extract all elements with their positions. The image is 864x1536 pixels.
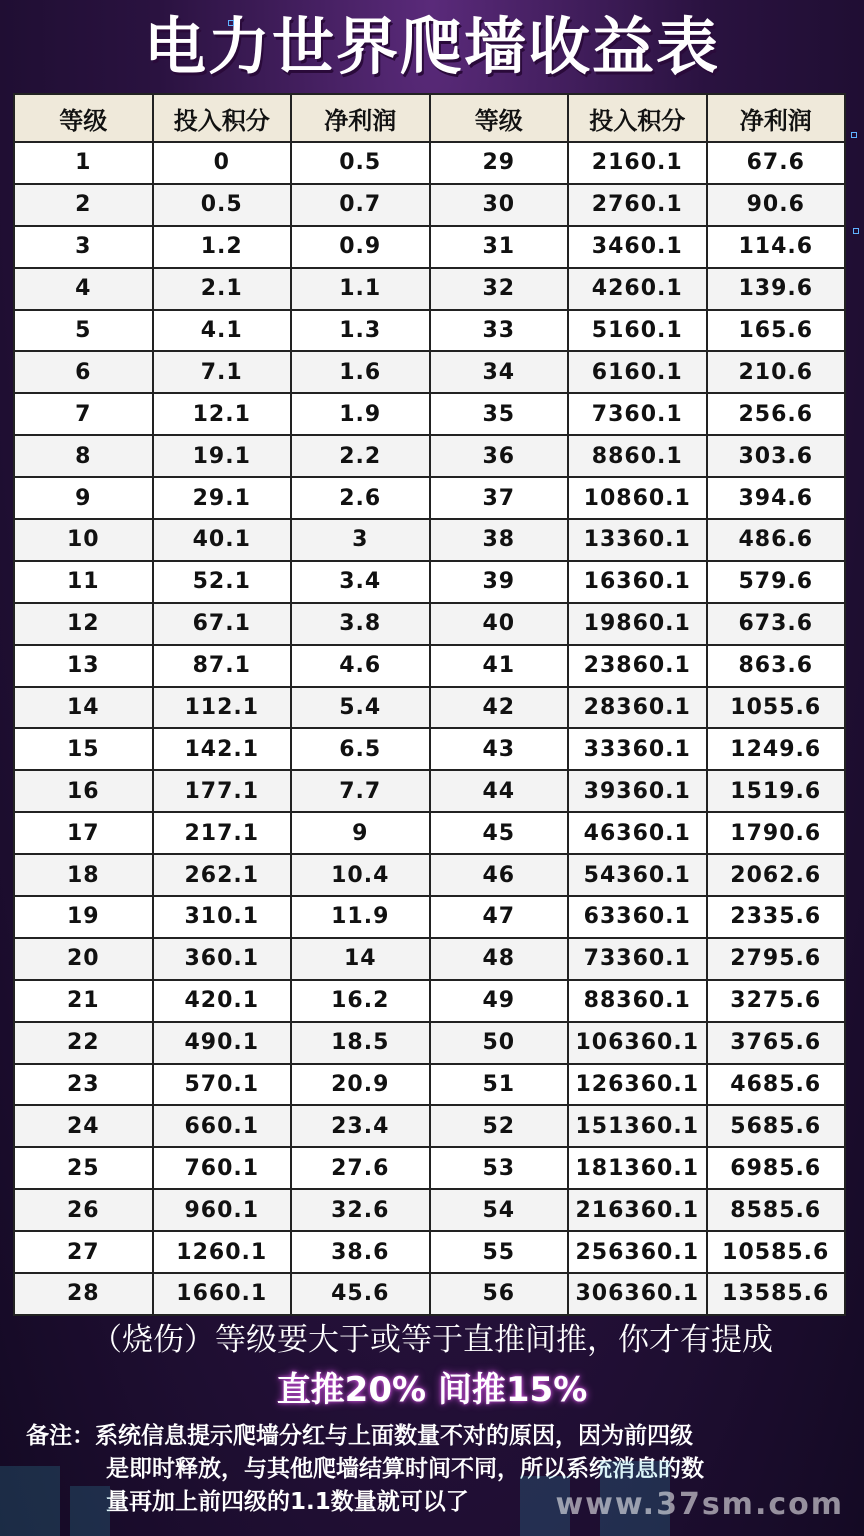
cell-net-profit: 303.6 [707, 435, 846, 477]
cell-input-points: 2160.1 [568, 142, 707, 184]
cell-input-points: 23860.1 [568, 645, 707, 687]
cell-input-points: 5160.1 [568, 310, 707, 352]
cell-net-profit: 9 [291, 812, 430, 854]
cell-level: 23 [14, 1064, 153, 1106]
table-row [14, 1105, 845, 1147]
table-row [14, 1147, 845, 1189]
cell-input-points: 106360.1 [568, 1022, 707, 1064]
cell-net-profit: 1.1 [291, 268, 430, 310]
income-table [13, 93, 846, 1316]
cell-net-profit: 5685.6 [707, 1105, 846, 1147]
decor-square [853, 228, 859, 234]
cell-input-points: 29.1 [153, 477, 292, 519]
cell-level: 10 [14, 519, 153, 561]
cell-level: 25 [14, 1147, 153, 1189]
table-header-row [14, 94, 845, 142]
cell-level: 22 [14, 1022, 153, 1064]
table-row [14, 938, 845, 980]
cell-net-profit: 165.6 [707, 310, 846, 352]
cell-level: 49 [430, 980, 569, 1022]
cell-net-profit: 486.6 [707, 519, 846, 561]
cell-level: 46 [430, 854, 569, 896]
cell-net-profit: 14 [291, 938, 430, 980]
cell-level: 41 [430, 645, 569, 687]
cell-net-profit: 0.5 [291, 142, 430, 184]
cell-level: 15 [14, 728, 153, 770]
table-row [14, 268, 845, 310]
table-row [14, 393, 845, 435]
cell-input-points: 19860.1 [568, 603, 707, 645]
decor-square [228, 20, 234, 26]
cell-net-profit: 1055.6 [707, 687, 846, 729]
cell-input-points: 1260.1 [153, 1231, 292, 1273]
commission-rule-text: （烧伤）等级要大于或等于直推间推，你才有提成 [91, 1322, 773, 1358]
cell-level: 30 [430, 184, 569, 226]
cell-input-points: 0 [153, 142, 292, 184]
cell-net-profit: 90.6 [707, 184, 846, 226]
cell-net-profit: 1790.6 [707, 812, 846, 854]
cell-input-points: 177.1 [153, 770, 292, 812]
cell-net-profit: 10585.6 [707, 1231, 846, 1273]
cell-input-points: 7360.1 [568, 393, 707, 435]
table-row [14, 226, 845, 268]
table-row [14, 310, 845, 352]
cell-input-points: 46360.1 [568, 812, 707, 854]
cell-input-points: 306360.1 [568, 1273, 707, 1315]
cell-net-profit: 3275.6 [707, 980, 846, 1022]
table-row [14, 603, 845, 645]
header-net-profit: 净利润 [291, 94, 430, 142]
table-row [14, 1231, 845, 1273]
cell-net-profit: 2795.6 [707, 938, 846, 980]
cell-level: 16 [14, 770, 153, 812]
cell-level: 32 [430, 268, 569, 310]
table-row [14, 142, 845, 184]
table-row [14, 854, 845, 896]
cell-input-points: 39360.1 [568, 770, 707, 812]
cell-net-profit: 4.6 [291, 645, 430, 687]
cell-net-profit: 863.6 [707, 645, 846, 687]
cell-level: 36 [430, 435, 569, 477]
table-row [14, 728, 845, 770]
cell-input-points: 142.1 [153, 728, 292, 770]
table-row [14, 687, 845, 729]
cell-level: 35 [430, 393, 569, 435]
cell-net-profit: 673.6 [707, 603, 846, 645]
cell-net-profit: 1.6 [291, 351, 430, 393]
cell-input-points: 54360.1 [568, 854, 707, 896]
cell-level: 38 [430, 519, 569, 561]
cell-level: 40 [430, 603, 569, 645]
cell-level: 24 [14, 1105, 153, 1147]
table-row [14, 519, 845, 561]
cell-input-points: 126360.1 [568, 1064, 707, 1106]
cell-level: 48 [430, 938, 569, 980]
cell-input-points: 1.2 [153, 226, 292, 268]
cell-net-profit: 210.6 [707, 351, 846, 393]
cell-net-profit: 3.4 [291, 561, 430, 603]
cell-input-points: 73360.1 [568, 938, 707, 980]
cell-net-profit: 38.6 [291, 1231, 430, 1273]
cell-level: 47 [430, 896, 569, 938]
cell-level: 2 [14, 184, 153, 226]
table-row [14, 770, 845, 812]
cell-net-profit: 2.6 [291, 477, 430, 519]
cell-level: 1 [14, 142, 153, 184]
watermark: www.37sm.com [555, 1487, 844, 1522]
cell-level: 14 [14, 687, 153, 729]
cell-input-points: 28360.1 [568, 687, 707, 729]
cell-net-profit: 3 [291, 519, 430, 561]
cell-level: 13 [14, 645, 153, 687]
cell-input-points: 216360.1 [568, 1189, 707, 1231]
cell-input-points: 8860.1 [568, 435, 707, 477]
table-row [14, 1022, 845, 1064]
cell-level: 37 [430, 477, 569, 519]
cell-input-points: 19.1 [153, 435, 292, 477]
cell-input-points: 40.1 [153, 519, 292, 561]
cell-net-profit: 11.9 [291, 896, 430, 938]
header-input-points: 投入积分 [568, 94, 707, 142]
cell-level: 33 [430, 310, 569, 352]
cell-input-points: 262.1 [153, 854, 292, 896]
cell-net-profit: 4685.6 [707, 1064, 846, 1106]
cell-net-profit: 8585.6 [707, 1189, 846, 1231]
table-row [14, 561, 845, 603]
cell-net-profit: 2.2 [291, 435, 430, 477]
cell-input-points: 67.1 [153, 603, 292, 645]
cell-input-points: 660.1 [153, 1105, 292, 1147]
cell-net-profit: 5.4 [291, 687, 430, 729]
cell-net-profit: 2335.6 [707, 896, 846, 938]
cell-level: 12 [14, 603, 153, 645]
cell-level: 20 [14, 938, 153, 980]
cell-input-points: 151360.1 [568, 1105, 707, 1147]
cell-input-points: 217.1 [153, 812, 292, 854]
cell-net-profit: 0.9 [291, 226, 430, 268]
cell-input-points: 360.1 [153, 938, 292, 980]
cell-level: 8 [14, 435, 153, 477]
decor-square [851, 132, 857, 138]
table-row [14, 1064, 845, 1106]
cell-net-profit: 3.8 [291, 603, 430, 645]
cell-net-profit: 1.9 [291, 393, 430, 435]
cell-input-points: 33360.1 [568, 728, 707, 770]
table-row [14, 645, 845, 687]
cell-net-profit: 2062.6 [707, 854, 846, 896]
cell-net-profit: 139.6 [707, 268, 846, 310]
cell-input-points: 52.1 [153, 561, 292, 603]
cell-net-profit: 6985.6 [707, 1147, 846, 1189]
cell-input-points: 960.1 [153, 1189, 292, 1231]
cell-input-points: 3460.1 [568, 226, 707, 268]
cell-net-profit: 16.2 [291, 980, 430, 1022]
cell-level: 21 [14, 980, 153, 1022]
cell-input-points: 570.1 [153, 1064, 292, 1106]
cell-input-points: 256360.1 [568, 1231, 707, 1273]
cell-net-profit: 394.6 [707, 477, 846, 519]
header-input-points: 投入积分 [153, 94, 292, 142]
header-level: 等级 [14, 94, 153, 142]
cell-net-profit: 256.6 [707, 393, 846, 435]
table-row [14, 184, 845, 226]
cell-net-profit: 67.6 [707, 142, 846, 184]
cell-input-points: 13360.1 [568, 519, 707, 561]
page-title: 电力世界爬墙收益表 [143, 10, 720, 83]
header-level: 等级 [430, 94, 569, 142]
cell-level: 4 [14, 268, 153, 310]
table-row [14, 896, 845, 938]
cell-level: 26 [14, 1189, 153, 1231]
cell-net-profit: 7.7 [291, 770, 430, 812]
cell-net-profit: 13585.6 [707, 1273, 846, 1315]
cell-input-points: 181360.1 [568, 1147, 707, 1189]
cell-input-points: 4.1 [153, 310, 292, 352]
cell-level: 39 [430, 561, 569, 603]
income-table-container [13, 93, 846, 1314]
cell-level: 6 [14, 351, 153, 393]
cell-input-points: 2.1 [153, 268, 292, 310]
cell-level: 29 [430, 142, 569, 184]
cell-level: 3 [14, 226, 153, 268]
commission-rates-text: 直推20% 间推15% [276, 1370, 588, 1410]
cell-net-profit: 45.6 [291, 1273, 430, 1315]
cell-net-profit: 1249.6 [707, 728, 846, 770]
cell-input-points: 310.1 [153, 896, 292, 938]
cell-input-points: 1660.1 [153, 1273, 292, 1315]
remark-line-2: 是即时释放，与其他爬墙结算时间不同，所以系统消息的数 [106, 1456, 704, 1482]
cell-level: 19 [14, 896, 153, 938]
cell-net-profit: 0.7 [291, 184, 430, 226]
table-row [14, 477, 845, 519]
cell-level: 50 [430, 1022, 569, 1064]
cell-input-points: 87.1 [153, 645, 292, 687]
cell-input-points: 12.1 [153, 393, 292, 435]
cell-input-points: 16360.1 [568, 561, 707, 603]
cell-net-profit: 6.5 [291, 728, 430, 770]
remark-line-1: 系统信息提示爬墙分红与上面数量不对的原因，因为前四级 [95, 1423, 693, 1449]
cell-net-profit: 114.6 [707, 226, 846, 268]
table-row [14, 980, 845, 1022]
table-row [14, 812, 845, 854]
remark-label: 备注： [26, 1423, 95, 1449]
remark-line-3: 量再加上前四级的1.1数量就可以了 [106, 1489, 469, 1515]
cell-level: 56 [430, 1273, 569, 1315]
cell-input-points: 10860.1 [568, 477, 707, 519]
cell-input-points: 63360.1 [568, 896, 707, 938]
cell-input-points: 88360.1 [568, 980, 707, 1022]
cell-net-profit: 23.4 [291, 1105, 430, 1147]
cell-input-points: 6160.1 [568, 351, 707, 393]
table-row [14, 435, 845, 477]
cell-level: 44 [430, 770, 569, 812]
header-net-profit: 净利润 [707, 94, 846, 142]
cell-input-points: 490.1 [153, 1022, 292, 1064]
cell-input-points: 4260.1 [568, 268, 707, 310]
cell-level: 17 [14, 812, 153, 854]
cell-net-profit: 3765.6 [707, 1022, 846, 1064]
cell-input-points: 0.5 [153, 184, 292, 226]
cell-level: 54 [430, 1189, 569, 1231]
cell-input-points: 7.1 [153, 351, 292, 393]
cell-net-profit: 10.4 [291, 854, 430, 896]
cell-level: 42 [430, 687, 569, 729]
cell-input-points: 760.1 [153, 1147, 292, 1189]
cell-level: 34 [430, 351, 569, 393]
cell-net-profit: 1.3 [291, 310, 430, 352]
table-row [14, 1273, 845, 1315]
cell-level: 18 [14, 854, 153, 896]
cell-net-profit: 20.9 [291, 1064, 430, 1106]
cell-level: 45 [430, 812, 569, 854]
cell-level: 11 [14, 561, 153, 603]
cell-net-profit: 27.6 [291, 1147, 430, 1189]
cell-level: 5 [14, 310, 153, 352]
cell-level: 52 [430, 1105, 569, 1147]
cell-level: 51 [430, 1064, 569, 1106]
cell-level: 43 [430, 728, 569, 770]
table-row [14, 351, 845, 393]
cell-level: 31 [430, 226, 569, 268]
cell-level: 53 [430, 1147, 569, 1189]
cell-level: 27 [14, 1231, 153, 1273]
table-body [14, 142, 845, 1315]
cell-level: 55 [430, 1231, 569, 1273]
cell-level: 7 [14, 393, 153, 435]
cell-net-profit: 579.6 [707, 561, 846, 603]
cell-input-points: 420.1 [153, 980, 292, 1022]
cell-net-profit: 1519.6 [707, 770, 846, 812]
cell-level: 9 [14, 477, 153, 519]
table-row [14, 1189, 845, 1231]
cell-level: 28 [14, 1273, 153, 1315]
cell-input-points: 2760.1 [568, 184, 707, 226]
cell-net-profit: 18.5 [291, 1022, 430, 1064]
cell-net-profit: 32.6 [291, 1189, 430, 1231]
cell-input-points: 112.1 [153, 687, 292, 729]
